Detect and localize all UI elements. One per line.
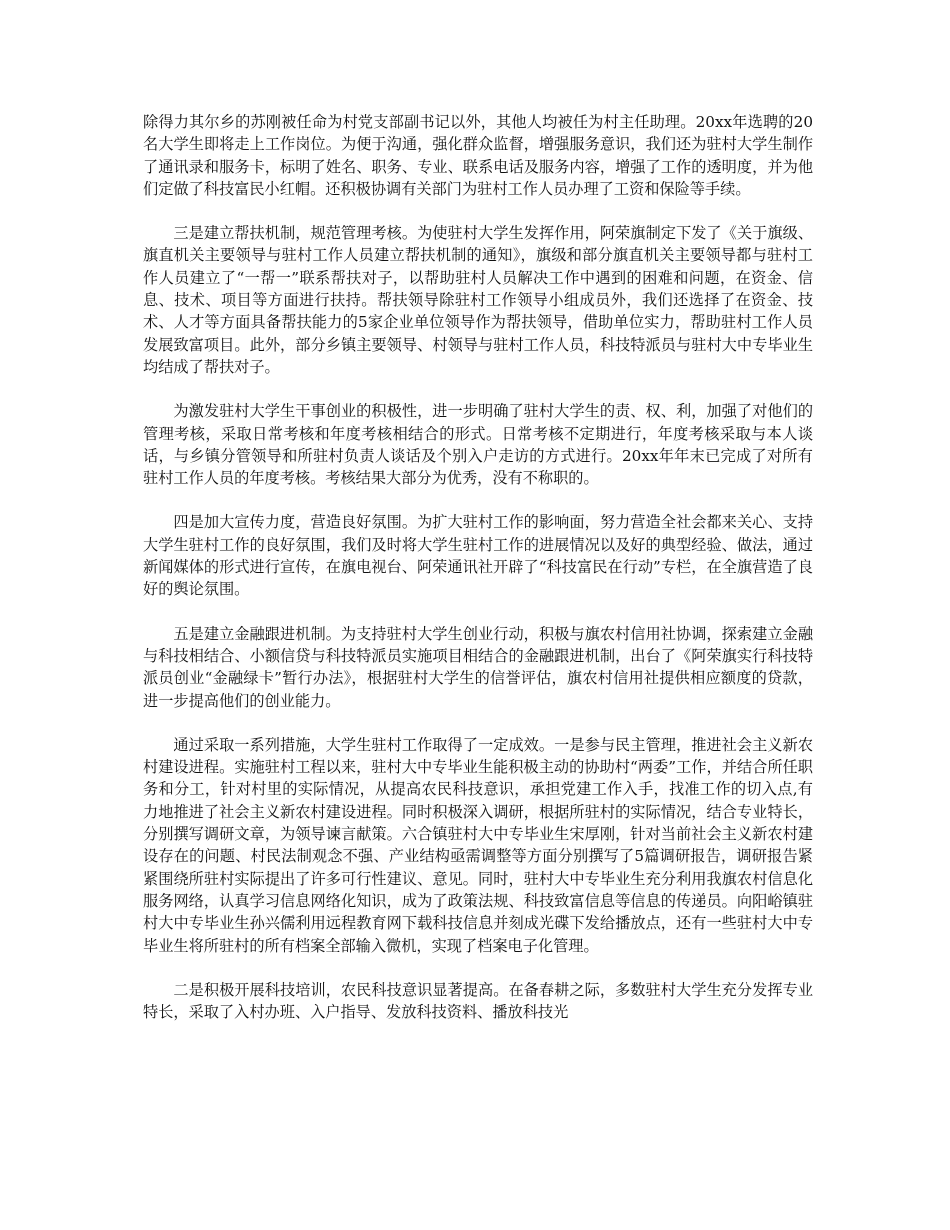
document-page [143, 111, 813, 1045]
paragraph: 五是建立金融跟进机制。为支持驻村大学生创业行动，积极与旗农村信用社协调，探索建立金融与科技相结合、小额信贷与科技特派员实施项目相结合的金融跟进机制，出台了《阿荣旗实行科技特派员创业“金融绿卡”暂行办法》，根据驻村大学生的信誉评估，旗农村信用社提供相应额度的贷款，进一步提高他们的创业能力。 [143, 624, 813, 710]
paragraph: 通过采取一系列措施，大学生驻村工作取得了一定成效。一是参与民主管理，推进社会主义新农村建设进程。实施驻村工程以来，驻村大中专毕业生能积极主动的协助村“两委”工作，并结合所任职务和分工，针对村里的实际情况，从提高农民科技意识，承担党建工作入手，找准工作的切入点,有力地推进了社会主义新农村建设进程。同时积极深入调研，根据所驻村的实际情况，结合专业特长，分别撰写调研文章，为领导谏言献策。六合镇驻村大中专毕业生宋厚刚，针对当前社会主义新农村建设存在的问题、村民法制观念不强、产业结构亟需调整等方面分别撰写了5篇调研报告，调研报告紧紧围绕所驻村实际提出了许多可行性建议、意见。同时，驻村大中专毕业生充分利用我旗农村信息化服务网络，认真学习信息网络化知识，成为了政策法规、科技致富信息等信息的传递员。向阳峪镇驻村大中专毕业生孙兴儒利用远程教育网下载科技信息并刻成光碟下发给播放点，还有一些驻村大中专毕业生将所驻村的所有档案全部输入微机，实现了档案电子化管理。 [143, 735, 813, 955]
paragraph: 三是建立帮扶机制，规范管理考核。为使驻村大学生发挥作用，阿荣旗制定下发了《关于旗级、旗直机关主要领导与驻村工作人员建立帮扶机制的通知》，旗级和部分旗直机关主要领导都与驻村工作人员建立了“一帮一”联系帮扶对子，以帮助驻村人员解决工作中遇到的困难和问题，在资金、信息、技术、项目等方面进行扶持。帮扶领导除驻村工作领导小组成员外，我们还选择了在资金、技术、人才等方面具备帮扶能力的5家企业单位领导作为帮扶领导，借助单位实力，帮助驻村工作人员发展致富项目。此外，部分乡镇主要领导、村领导与驻村工作人员，科技特派员与驻村大中专毕业生均结成了帮扶对子。 [143, 224, 813, 376]
paragraph: 为激发驻村大学生干事创业的积极性，进一步明确了驻村大学生的责、权、利，加强了对他们的管理考核，采取日常考核和年度考核相结合的形式。日常考核不定期进行，年度考核采取与本人谈话，与乡镇分管领导和所驻村负责人谈话及个别入户走访的方式进行。20xx年年末已完成了对所有驻村工作人员的年度考核。考核结果大部分为优秀，没有不称职的。 [143, 402, 813, 488]
paragraph: 除得力其尔乡的苏刚被任命为村党支部副书记以外，其他人均被任为村主任助理。20xx年选聘的20名大学生即将走上工作岗位。为便于沟通，强化群众监督，增强服务意识，我们还为驻村大学生制作了通讯录和服务卡，标明了姓名、职务、专业、联系电话及服务内容，增强了工作的透明度，并为他们定做了科技富民小红帽。还积极协调有关部门为驻村工作人员办理了工资和保险等手续。 [143, 113, 813, 198]
paragraph: 二是积极开展科技培训，农民科技意识显著提高。在备春耕之际，多数驻村大学生充分发挥专业特长，采取了入村办班、入户指导、发放科技资料、播放科技光 [143, 980, 813, 1022]
paragraph: 四是加大宣传力度，营造良好氛围。为扩大驻村工作的影响面，努力营造全社会都来关心、支持大学生驻村工作的良好氛围，我们及时将大学生驻村工作的进展情况以及好的典型经验、做法，通过新闻媒体的形式进行宣传，在旗电视台、阿荣通讯社开辟了“科技富民在行动”专栏，在全旗营造了良好的舆论氛围。 [143, 513, 813, 599]
